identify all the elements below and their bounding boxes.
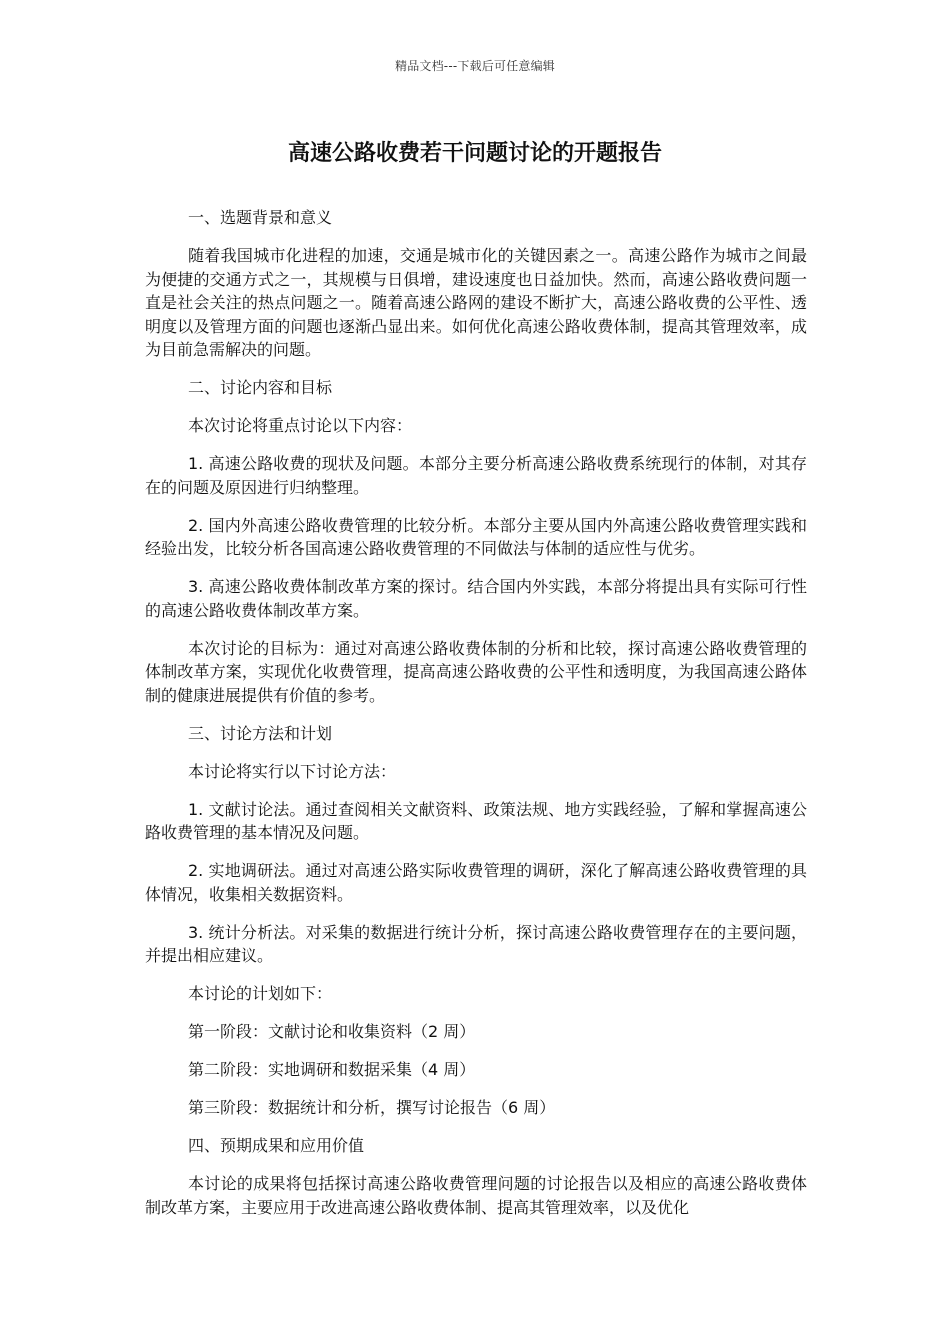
header-note: 精品文档---下载后可任意编辑 <box>395 59 555 73</box>
plan-stage-2: 第二阶段：实地调研和数据采集（4 周） <box>188 1060 476 1079</box>
section-heading-3: 三、讨论方法和计划 <box>188 723 333 743</box>
paragraph-goal: 本次讨论的目标为：通过对高速公路收费体制的分析和比较，探讨高速公路收费管理的体制改革方案，实现优化收费管理，提高高速公路收费的公平性和透明度，为我国高速公路体制的健康进展提供有价值的参考。 <box>145 638 807 705</box>
list-item-method-1: 1. 文献讨论法。通过查阅相关文献资料、政策法规、地方实践经验，了解和掌握高速公路收费管理的基本情况及问题。 <box>145 799 807 842</box>
list-item-content-2: 2. 国内外高速公路收费管理的比较分析。本部分主要从国内外高速公路收费管理实践和经验出发，比较分析各国高速公路收费管理的不同做法与体制的适应性与优劣。 <box>145 515 807 558</box>
list-item-method-3: 3. 统计分析法。对采集的数据进行统计分析，探讨高速公路收费管理存在的主要问题，并提出相应建议。 <box>145 922 807 965</box>
section-heading-1: 一、选题背景和意义 <box>188 208 333 227</box>
list-item-content-3: 3. 高速公路收费体制改革方案的探讨。结合国内外实践，本部分将提出具有实际可行性的高速公路收费体制改革方案。 <box>145 577 807 620</box>
paragraph-background: 随着我国城市化进程的加速，交通是城市化的关键因素之一。高速公路作为城市之间最为便捷的交通方式之一，其规模与日俱增，建设速度也日益加快。然而，高速公路收费问题一直是社会关注的热点问题之一。随着高速公路网的建设不断扩大，高速公路收费的公平性、透明度以及管理方面的问题也逐渐凸显出来。如何优化高速公路收费体制，提高其管理效率，成为目前急需解决的问题。 <box>145 246 807 359</box>
paragraph-content-intro: 本次讨论将重点讨论以下内容： <box>188 416 413 435</box>
paragraph-outcomes: 本讨论的成果将包括探讨高速公路收费管理问题的讨论报告以及相应的高速公路收费体制改革方案，主要应用于改进高速公路收费体制、提高其管理效率，以及优化 <box>145 1174 807 1217</box>
section-heading-4: 四、预期成果和应用价值 <box>188 1136 365 1155</box>
document-body <box>145 206 807 1234</box>
section-heading-2: 二、讨论内容和目标 <box>188 378 333 397</box>
paragraph-method-intro: 本讨论将实行以下讨论方法： <box>188 761 397 781</box>
list-item-content-1: 1. 高速公路收费的现状及问题。本部分主要分析高速公路收费系统现行的体制，对其存在的问题及原因进行归纳整理。 <box>145 454 807 497</box>
list-item-method-2: 2. 实地调研法。通过对高速公路实际收费管理的调研，深化了解高速公路收费管理的具体情况，收集相关数据资料。 <box>145 861 807 904</box>
document-title: 高速公路收费若干问题讨论的开题报告 <box>287 141 662 166</box>
paragraph-plan-intro: 本讨论的计划如下： <box>188 984 333 1003</box>
plan-stage-1: 第一阶段：文献讨论和收集资料（2 周） <box>188 1022 476 1041</box>
plan-stage-3: 第三阶段：数据统计和分析，撰写讨论报告（6 周） <box>188 1098 556 1117</box>
